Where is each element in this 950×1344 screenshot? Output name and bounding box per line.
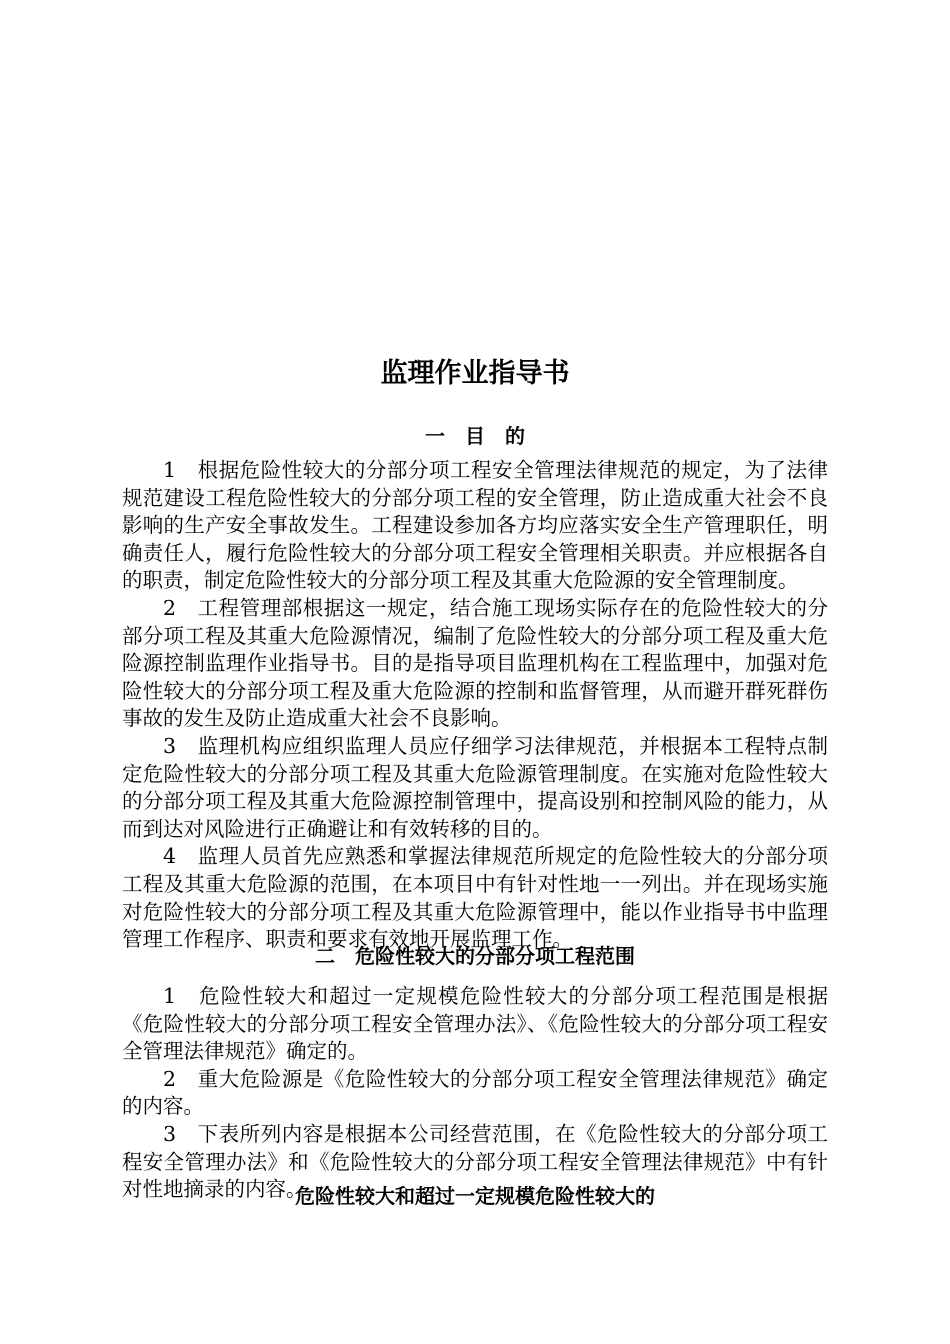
paragraph: 2 重大危险源是《危险性较大的分部分项工程安全管理法律规范》确定的内容。 xyxy=(122,1066,828,1119)
paragraph: 3 监理机构应组织监理人员应仔细学习法律规范，并根据本工程特点制定危险性较大的分部分项工程及其重大危险源管理制度。在实施对危险性较大的分部分项工程及其重大危险源控制管理中，提高设别和控制风险的能力，从而到达对风险进行正确避让和有效转移的目的。 xyxy=(122,733,828,841)
document-title: 监理作业指导书 xyxy=(380,358,570,389)
paragraph: 3 下表所列内容是根据本公司经营范围，在《危险性较大的分部分项工程安全管理办法》和《危险性较大的分部分项工程安全管理法律规范》中有针对性地摘录的内容。 xyxy=(122,1121,828,1202)
paragraph: 1 根据危险性较大的分部分项工程安全管理法律规范的规定，为了法律规范建设工程危险性较大的分部分项工程的安全管理，防止造成重大社会不良影响的生产安全事故发生。工程建设参加各方均应落实安全生产管理职任，明确责任人，履行危险性较大的分部分项工程安全管理相关职责。并应根据各自的职责，制定危险性较大的分部分项工程及其重大危险源的安全管理制度。 xyxy=(122,458,828,593)
table-caption: 危险性较大和超过一定规模危险性较大的 xyxy=(295,1184,655,1208)
section-body-scope xyxy=(122,983,828,1204)
paragraph: 2 工程管理部根据这一规定，结合施工现场实际存在的危险性较大的分部分项工程及其重大危险源情况，编制了危险性较大的分部分项工程及重大危险源控制监理作业指导书。目的是指导项目监理机构在工程监理中，加强对危险性较大的分部分项工程及重大危险源的控制和监督管理，从而避开群死群伤事故的发生及防止造成重大社会不良影响。 xyxy=(122,595,828,731)
section-body-purpose xyxy=(122,457,828,954)
paragraph: 4 监理人员首先应熟悉和掌握法律规范所规定的危险性较大的分部分项工程及其重大危险源的范围，在本项目中有针对性地一一列出。并在现场实施对危险性较大的分部分项工程及其重大危险源管理中，能以作业指导书中监理管理工作程序、职责和要求有效地开展监理工作。 xyxy=(122,844,828,952)
section-heading-purpose: 一 目 的 xyxy=(425,424,525,448)
section-heading-scope: 二 危险性较大的分部分项工程范围 xyxy=(315,944,635,968)
paragraph: 1 危险性较大和超过一定规模危险性较大的分部分项工程范围是根据《危险性较大的分部分项工程安全管理办法》、《危险性较大的分部分项工程安全管理法律规范》确定的。 xyxy=(122,984,828,1064)
